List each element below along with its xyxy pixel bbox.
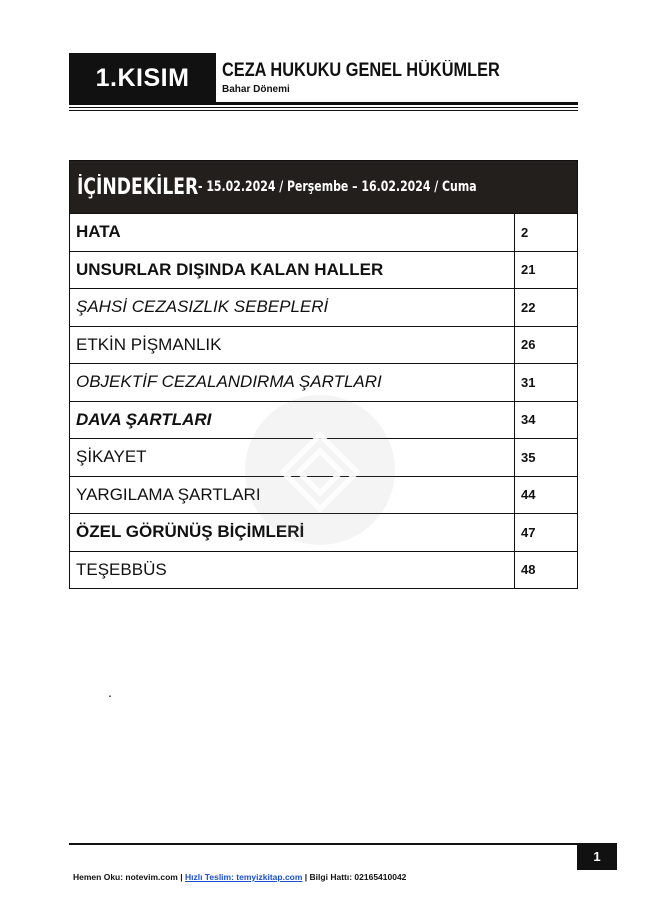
toc-entry-title: ŞAHSİ CEZASIZLIK SEBEPLERİ bbox=[70, 289, 515, 326]
footer-delivery-link[interactable]: Hızlı Teslim: temyizkitap.com bbox=[184, 872, 303, 882]
toc-dates: - 15.02.2024 / Perşembe – 16.02.2024 / Cuma bbox=[198, 179, 478, 195]
toc-title: İÇİNDEKİLER bbox=[77, 174, 199, 200]
toc-row[interactable] bbox=[70, 326, 577, 364]
toc-entry-title: ÖZEL GÖRÜNÜŞ BİÇİMLERİ bbox=[70, 514, 515, 551]
toc-header bbox=[70, 161, 577, 213]
footer-hotline: Bilgi Hattı: 02165410042 bbox=[309, 872, 407, 882]
toc-entry-page: 47 bbox=[521, 524, 536, 540]
toc-entry-title: TEŞEBBÜS bbox=[70, 552, 515, 589]
toc-entry-page: 21 bbox=[521, 262, 536, 278]
header-divider bbox=[69, 102, 578, 105]
part-label: 1.KISIM bbox=[69, 53, 216, 103]
course-title: CEZA HUKUKU GENEL HÜKÜMLER bbox=[222, 60, 500, 81]
toc-row[interactable] bbox=[70, 213, 577, 251]
page-number: 1 bbox=[577, 843, 617, 870]
toc-row[interactable] bbox=[70, 438, 577, 476]
toc-rows bbox=[70, 213, 577, 588]
toc-entry-page: 31 bbox=[521, 374, 536, 390]
toc-entry-title: ETKİN PİŞMANLIK bbox=[70, 327, 515, 364]
footer-divider bbox=[69, 843, 579, 845]
table-of-contents bbox=[69, 160, 578, 589]
toc-entry-title: OBJEKTİF CEZALANDIRMA ŞARTLARI bbox=[70, 364, 515, 401]
toc-row[interactable] bbox=[70, 288, 577, 326]
toc-row[interactable] bbox=[70, 476, 577, 514]
header-divider-thin bbox=[69, 107, 578, 108]
footer-read-link[interactable]: Hemen Oku: notevim.com bbox=[73, 872, 178, 882]
toc-row[interactable] bbox=[70, 513, 577, 551]
footer-info bbox=[73, 872, 406, 882]
toc-entry-page: 34 bbox=[521, 412, 536, 428]
toc-entry-page: 2 bbox=[521, 224, 529, 240]
toc-entry-page: 22 bbox=[521, 299, 536, 315]
toc-entry-title: HATA bbox=[70, 214, 515, 251]
toc-row[interactable] bbox=[70, 551, 577, 589]
term-label: Bahar Dönemi bbox=[222, 84, 290, 95]
toc-entry-title: DAVA ŞARTLARI bbox=[70, 402, 515, 439]
toc-entry-page: 26 bbox=[521, 337, 536, 353]
header-divider-thin bbox=[69, 110, 578, 111]
footer-separator: | bbox=[177, 872, 185, 882]
toc-entry-page: 48 bbox=[521, 562, 536, 578]
stray-mark: . bbox=[108, 684, 112, 700]
toc-entry-page: 35 bbox=[521, 449, 536, 465]
toc-entry-title: UNSURLAR DIŞINDA KALAN HALLER bbox=[70, 252, 515, 289]
toc-entry-title: YARGILAMA ŞARTLARI bbox=[70, 477, 515, 514]
toc-row[interactable] bbox=[70, 401, 577, 439]
toc-row[interactable] bbox=[70, 251, 577, 289]
toc-entry-title: ŞİKAYET bbox=[70, 439, 515, 476]
toc-entry-page: 44 bbox=[521, 487, 536, 503]
toc-row[interactable] bbox=[70, 363, 577, 401]
footer-separator: | bbox=[302, 872, 310, 882]
